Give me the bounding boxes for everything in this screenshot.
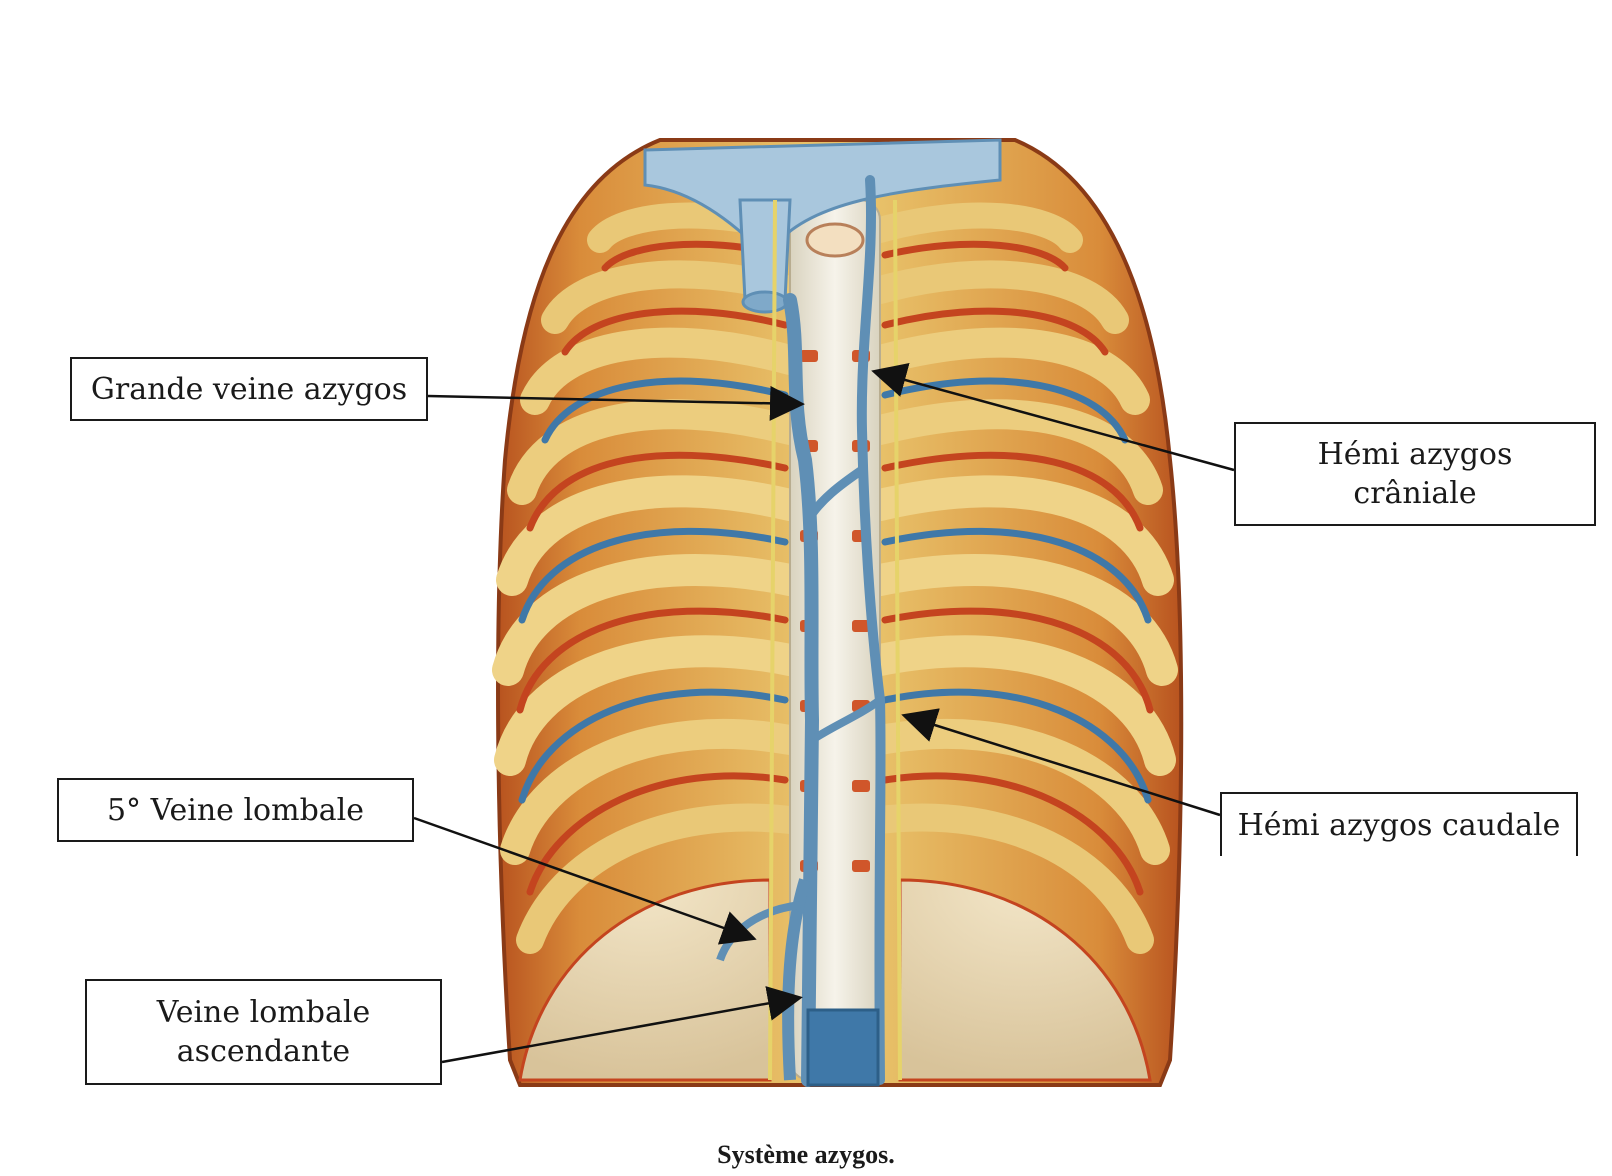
esophagus bbox=[807, 224, 863, 256]
label-line: ascendante bbox=[176, 1034, 351, 1069]
label-line: Hémi azygos caudale bbox=[1237, 807, 1561, 843]
label-line: 5° Veine lombale bbox=[106, 792, 365, 828]
figure-caption: Système azygos. bbox=[717, 1140, 895, 1169]
superior-vena-cava bbox=[740, 200, 790, 300]
label-line: Grande veine azygos bbox=[90, 371, 408, 407]
label-cinquieme-veine-lombale bbox=[57, 778, 414, 842]
label-hemi-azygos-craniale bbox=[1234, 422, 1596, 526]
label-line: Hémi azygos bbox=[1317, 437, 1513, 472]
label-veine-lombale-ascendante bbox=[85, 979, 442, 1085]
label-line: Veine lombale bbox=[156, 995, 371, 1030]
label-line: crâniale bbox=[1353, 476, 1477, 511]
label-hemi-azygos-caudale bbox=[1220, 792, 1578, 856]
inferior-vena-cava bbox=[808, 1010, 878, 1085]
label-grande-veine-azygos bbox=[70, 357, 428, 421]
